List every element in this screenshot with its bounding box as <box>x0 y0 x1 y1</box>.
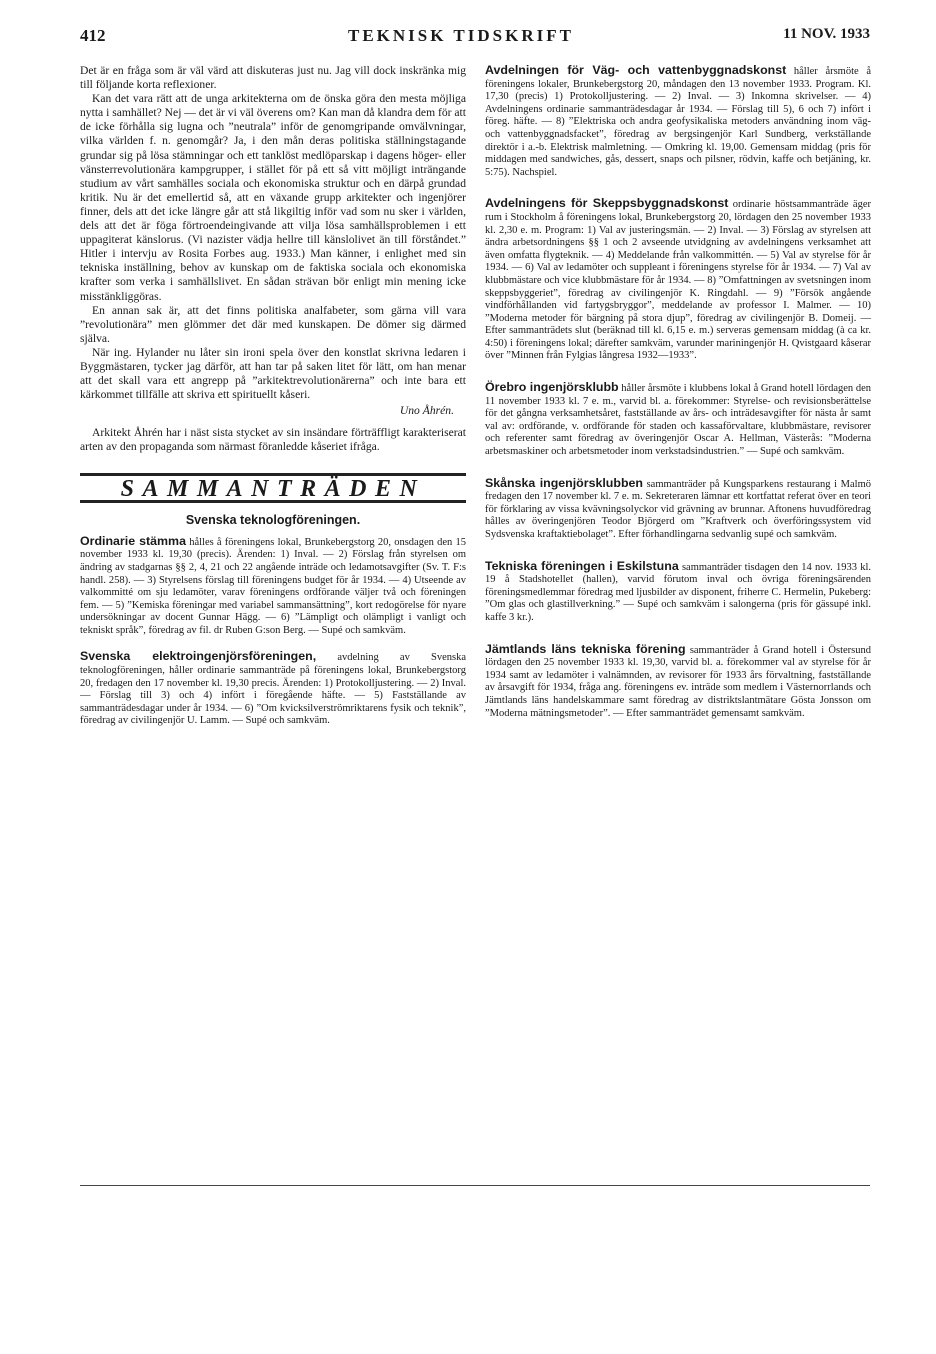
entry-title: Jämtlands läns tekniska förening <box>485 641 686 656</box>
entry-title: Svenska elektroingenjörsföreningen, <box>80 649 317 664</box>
entry-title: Örebro ingenjörsklubb <box>485 380 619 395</box>
entry-body: ordinarie höstsammanträde äger rum i Stockholm å föreningens lokal, Brunkebergstorg 20, lördagen den 25 november 1933 kl. 2,30 e. m. Program: 1) Val av justeringsmän. — 2) Inval. — 3) Förslag av styrelsen att ändra arbetsordningens §§ 1 och 2 avseende utvidgning av avdelningens verksamhet att även omfatta flygteknik. — 4) Meddelande från valkommittén. — 5) Val av styrelse för år 1934. — 6) Val av ledamöter och suppleant i föreningens styrelse för år 1934. — 7) Val av klubbmästare och vice klubbmästare för år 1934. — 8) ”Omfattningen av svetsningen inom skeppsbyggeriet”, föredrag av civilingenjör K. Ringdahl. — 9) ”Försök angående vindförhållanden vid fartygsbryggor”, meddelande av professor I. Malmer. — 10) ”Moderna metoder för bärgning på stora djup”, föredrag av civilingenjör B. Domeij. — Efter sammanträdets slut (beräknad till kl. 6,15 e. m.) serveras gemensam middag (à ca kr. 4:50) i föreningens lokal; därefter samkväm, varunder mariningenjör H. Qvistgaard kåserar över ”Minnen från Fylgias långresa 1932—1933”. <box>485 199 871 362</box>
article-signature: Uno Åhrén. <box>399 404 454 418</box>
meeting-entry <box>485 477 871 542</box>
article-paragraph: När ing. Hylander nu låter sin ironi spela över den konstlat skrivna ledaren i Byggmästaren, tycker jag därför, att han tar på saken litet för lätt, om han menar att det skall vara ett angrepp på ”arkitektrevolutionärerna” och inte bara ett kärkommet tillfälle att skriva ett spirituellt kåseri. <box>80 345 466 402</box>
section-subheading: Svenska teknologföreningen. <box>185 512 361 527</box>
entry-body: håller årsmöte å föreningens lokaler, Brunkebergstorg 20, måndagen den 13 november 1933. Program. Kl. 17,30 (precis) 1) Protokolljustering. — 2) Inval. — 3) Inkomna skrivelser. — 4) Avdelningens ordinarie sammanträdesdagar år 1934. — Förslag till 5), 6 och 7) infört i föreg. häfte. — 8) ”Elektriska och andra geofysikaliska metoders användning inom väg- och vattenbyggnadsfacket”, föredrag av bergsingenjör Karl Sundberg, verkställande direktör i a.-b. Elektrisk malmletning. — Omkring kl. 19,00. Gemensam middag (pris för middagen med sandwiches, gås, dessert, snaps och pilsner, rödvin, kaffe och betjäning, kr. 5:75). Nachspiel. <box>485 66 871 178</box>
entry-body: sammanträder på Kungsparkens restaurang i Malmö fredagen den 17 november kl. 7 e. m. Sekreteraren lämnar ett kortfattat referat över en teori för förklaring av vissa kvävningsolyckor vid grävning av brunnar. Aftonens huvudföredrag hålles av överingenjören Teodor Björgerd om ”Kraftverk och överföringssystem vid Sydsvenska kraftaktiebolaget”. Efter förhandlingarna sedvanlig supé och samkväm. <box>485 478 872 540</box>
entry-body: avdelning av Svenska teknologföreningen, håller ordinarie sammanträde på föreningens lokal, Brunkebergstorg 20, fredagen den 17 november kl. 19,30 precis. Ärenden: 1) Protokolljustering. — 2) Inval. — Förslag till 3) och 4) infört i föregående häfte. — 5) Fastställande av sammanträdesdagar under år 1934. — 6) ”Om kvicksilverströmriktarens fysik och teknik”, föredrag av civilingenjör U. Lamm. — Supé och samkväm. <box>80 652 467 727</box>
page-number: 412 <box>80 26 106 45</box>
editor-note: Arkitekt Åhrén har i näst sista stycket av sin insändare förträffligt karakteriserat arten av den propaganda som närmast föranledde kåseriet ifråga. <box>80 426 466 454</box>
article-paragraph: Kan det vara rätt att de unga arkitekterna om de önska göra den mesta möjliga nytta i samhället? Nej — det är vi väl överens om? Kan man då klandra dem för att de icke förhålla sig lugna och ”neutrala” inför de genomgripande omvälvningar, vilka världen f. n. genomgår? Ja, i den mån deras politiska ställningstagande grundar sig på lösa stämningar och ett tanklöst medlöparskap i dagens höger- eller vänsterrevolutionära kampgrupper, i stället för på ett så vitt möjligt inträngande studium av vårt samhälles sociala och ekonomiska struktur och en därpå grundad kritik. Nu är det emellertid så, att en växande grupp arkitekter och ingenjörer finner, dels att det icke längre går att stå likgiltig inför vad som nu sker i världen, dels att det är föga förtroendeingivande att vilja lösa samhällsproblemen i ett uppagiterat känslorus. (Vi nazister vädja hellre till känslolivet än till förståndet.” Hitler i intervju av Rosita Forbes aug. 1933.) Man känner, i enlighet med sin tekniska inställning, behov av kunskap om de faktiska sociala och ekonomiska krafter som verka i samhällslivet. En sådan strävan bör enligt min mening icke misstänkliggöras. <box>80 92 467 303</box>
article-paragraph: Det är en fråga som är väl värd att diskuteras just nu. Jag vill dock inskränka mig till följande korta reflexioner. <box>80 64 466 92</box>
entry-title: Avdelningens för Skeppsbyggnadskonst <box>485 196 729 211</box>
entry-title: Skånska ingenjörsklubben <box>485 475 643 490</box>
entry-body: sammanträder tisdagen den 14 nov. 1933 kl. 19 å Stadshotellet (hallen), varvid förutom inval och övriga föreningsärenden föreningsmedlemmar föredrag med ljusbilder av disponent, friherre C. Hermelin, Pukeberg: ”Om glas och glastillverkning.” — Supé och samkväm i salongerna (pris för gässupé inkl. kaffe 3 kr.). <box>485 561 871 623</box>
meeting-entry <box>485 197 871 363</box>
entry-title: Avdelningen för Väg- och vattenbyggnadskonst <box>485 63 787 77</box>
meeting-entry <box>485 381 871 459</box>
section-banner: SAMMANTRÄDEN <box>80 473 466 503</box>
meeting-entry <box>485 64 871 179</box>
issue-date: 11 NOV. 1933 <box>783 26 870 42</box>
right-column <box>485 64 871 738</box>
article-paragraph: En annan sak är, att det finns politiska analfabeter, som gärna vill vara ”revolutionära” men glömmer det där med kunskapen. De dömer sig därmed själva. <box>80 303 466 345</box>
meeting-entry <box>80 650 466 728</box>
entry-title: Ordinarie stämma <box>80 533 186 548</box>
entry-title: Tekniska föreningen i Eskilstuna <box>485 558 679 573</box>
entry-body: sammanträder å Grand hotell i Östersund lördagen den 25 november 1933 kl. 19,30, varvid bl. a. förekommer val av styrelse för år 1934 samt av ledamöter i valnämnden, av revisorer för 1933 års förvaltning, fastställande av årsavgift för 1934, fråga ang. föreningens ev. inträde som medlem i Västernorrlands och Jämtlands läns handelskammare samt föredrag av distriktslantmätare Gösta Jonsson om ”Moderna mätningsmetoder”. — Efter sammanträdet gemensamt samkväm. <box>485 644 871 719</box>
left-column <box>80 64 466 741</box>
page-header <box>80 26 870 50</box>
journal-title: TEKNISK TIDSKRIFT <box>348 26 574 45</box>
bottom-rule <box>80 1185 870 1186</box>
meeting-entry <box>485 560 871 625</box>
meeting-entry <box>485 643 871 721</box>
entry-body: hålles å föreningens lokal, Brunkebergstorg 20, onsdagen den 15 november 1933 kl. 19,30 (precis). Ärenden: 1) Inval. — 2) Förslag från styrelsen om ändring av stadgarnas §§ 2, 4, 21 och 22 angående inträde och ledamotsavgifter (Sv. T. F:s handl. 258). — 3) Styrelsens förslag till föreningens budget för år 1934. — 4) Utseende av valkommitté om sju ledamöter, varav föreningens ordförande väljer två och föreningen fem. — 5) ”Kemiska föreningar med variabel sammansättning”, kort redogörelse för nyare undersökningar av docent Gunnar Hägg. — 6) ”Lämpligt och olämpligt i vanligt och tekniskt språk”, föredrag av fil. dr Ruben G:son Berg. — Supé och samkväm. <box>80 536 466 636</box>
entry-body: håller årsmöte i klubbens lokal å Grand hotell lördagen den 11 november 1933 kl. 7 e. m., varvid bl. a. förekommer: Styrelse- och revisionsberättelse för det gångna verksamhetsåret, fastställande av års- och inträdesavgifter för nästa år samt val av: ordförande, v. ordförande för staden och kassaförvaltare, klubbmästare, revisorer och referenter samt föredrag av överingenjör Oscar A. Hellman, Västerås: ”Moderna arbetsmaskiner och arbetsmetoder inom verkstadsindustrien.” — Supé och samkväm. <box>485 383 871 458</box>
meeting-entry <box>80 535 466 638</box>
